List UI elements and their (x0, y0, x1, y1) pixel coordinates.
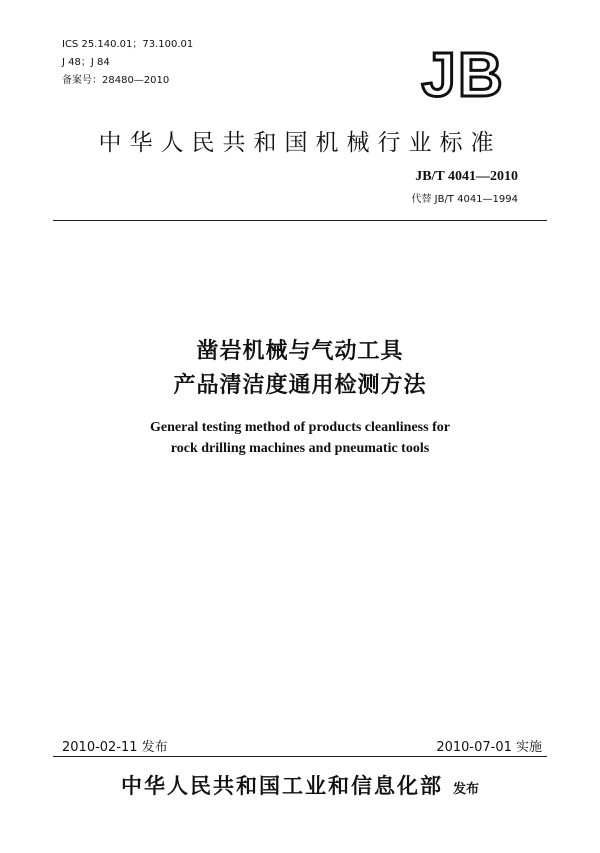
jb-logo-text: JB (421, 44, 505, 100)
publisher-action: 发布 (452, 782, 479, 797)
implementation-date: 2010-07-01 实施 (436, 740, 542, 755)
classification-codes (62, 36, 193, 90)
ics-code: ICS 25.140.01；73.100.01 (62, 39, 194, 50)
publisher (0, 770, 600, 800)
publisher-org: 中华人民共和国工业和信息化部 (120, 774, 443, 798)
standard-category-name: 中华人民共和国机械行业标准 (98, 130, 502, 156)
issue-date: 2010-02-11 发布 (62, 740, 168, 755)
title-en-line1: General testing method of products cleanliness for (150, 420, 450, 435)
jb-logo (408, 44, 518, 100)
filing-number: 备案号：28480—2010 (62, 75, 170, 86)
title-cn-line1: 凿岩机械与气动工具 (196, 339, 404, 364)
top-divider (53, 220, 547, 221)
replaces-standard: 代替 JB/T 4041—1994 (411, 194, 518, 205)
standard-number-text: JB/T 4041—2010 (415, 169, 518, 184)
title-en-line2: rock drilling machines and pneumatic tools (170, 441, 430, 456)
j-code: J 48；J 84 (62, 57, 110, 68)
title-cn-line2: 产品清洁度通用检测方法 (173, 373, 427, 398)
bottom-divider (53, 756, 547, 757)
standard-number (415, 168, 518, 185)
